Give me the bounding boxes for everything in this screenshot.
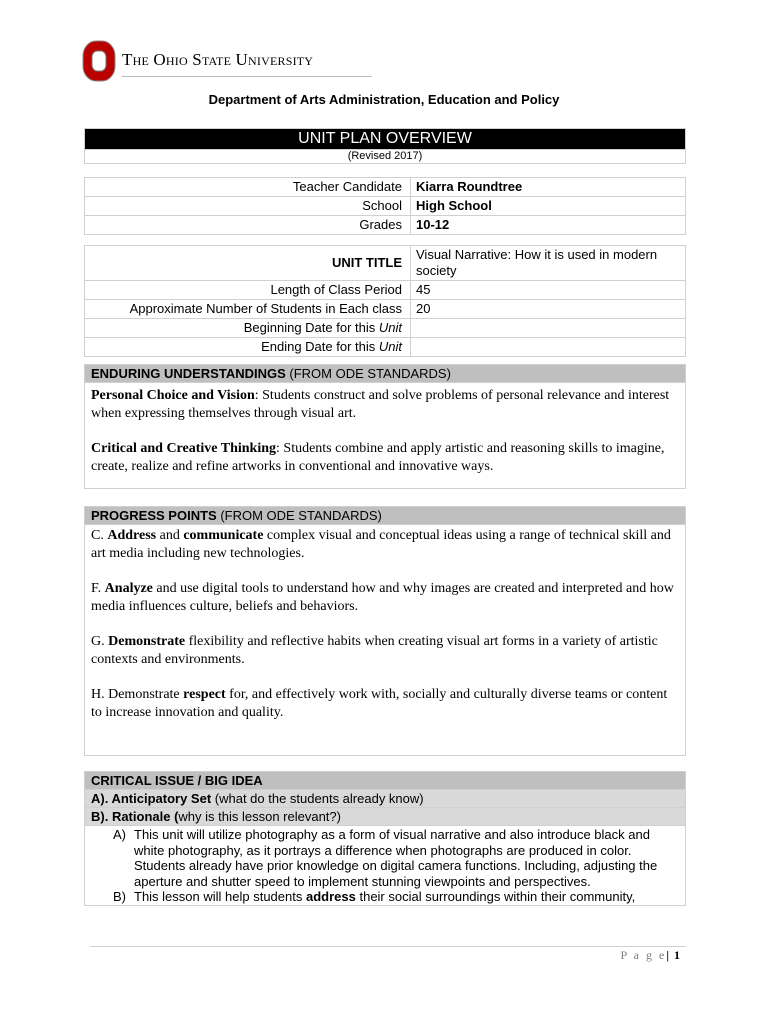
list-item: B) This lesson will help students address their social surroundings within their community,	[113, 889, 636, 904]
unit-plan-title: UNIT PLAN OVERVIEW	[85, 129, 686, 150]
unit-row	[85, 281, 686, 300]
enduring-item: Personal Choice and Vision: Students construct and solve problems of personal relevance and interest when expressing themselves through visual art.	[91, 388, 670, 421]
critical-issue-table	[84, 771, 686, 906]
unit-title-value: Visual Narrative: How it is used in modern society	[411, 246, 686, 281]
progress-item-h: H. Demonstrate respect for, and effectively work with, socially and culturally diverse teams or content to increase innovation and quality.	[91, 687, 668, 720]
department-title: Department of Arts Administration, Education and Policy	[208, 92, 560, 107]
list-item: A) This unit will utilize photography as a form of visual narrative and also introduce black and white photography, as it portrays a difference when photographs are produced in color. Students already have prior knowledge on digital camera functions. Including, adjusting the aperture and shutter speed to implement stunning viewpoints and perspectives.	[113, 827, 658, 889]
begin-date-label: Beginning Date for this Unit	[85, 319, 411, 338]
page-footer: P a g e| 1	[620, 948, 680, 962]
rationale-heading: B). Rationale (why is this lesson relevant?)	[85, 808, 686, 826]
info-label: Grades	[85, 216, 411, 235]
progress-body	[85, 525, 686, 756]
info-row	[85, 216, 686, 235]
class-length-value: 45	[411, 281, 686, 300]
block-o-icon	[82, 40, 116, 82]
unit-details-table	[84, 245, 686, 357]
progress-item-f: F. Analyze and use digital tools to understand how and why images are created and interpreted and how media influences culture, beliefs and behaviors.	[91, 581, 674, 614]
info-value: Kiarra Roundtree	[411, 178, 686, 197]
students-value: 20	[411, 300, 686, 319]
info-label: School	[85, 197, 411, 216]
end-date-label: Ending Date for this Unit	[85, 338, 411, 357]
university-name: The Ohio State University	[122, 50, 314, 69]
title-table	[84, 128, 686, 164]
begin-date-value	[411, 319, 686, 338]
enduring-heading: ENDURING UNDERSTANDINGS (FROM ODE STANDARDS)	[85, 365, 686, 383]
enduring-understandings-table	[84, 364, 686, 489]
unit-title-row	[85, 246, 686, 281]
progress-points-table	[84, 506, 686, 756]
page-number: 1	[674, 948, 680, 962]
info-value: High School	[411, 197, 686, 216]
info-label: Teacher Candidate	[85, 178, 411, 197]
info-row	[85, 197, 686, 216]
university-logo	[82, 40, 342, 86]
critical-heading: CRITICAL ISSUE / BIG IDEA	[85, 772, 686, 790]
enduring-body	[85, 383, 686, 489]
revised-note: (Revised 2017)	[85, 150, 686, 164]
unit-row	[85, 319, 686, 338]
footer-divider	[90, 946, 686, 947]
unit-title-label: UNIT TITLE	[85, 246, 411, 281]
candidate-info-table	[84, 177, 686, 235]
end-date-value	[411, 338, 686, 357]
unit-row	[85, 300, 686, 319]
info-row	[85, 178, 686, 197]
progress-heading: PROGRESS POINTS (FROM ODE STANDARDS)	[85, 507, 686, 525]
class-length-label: Length of Class Period	[85, 281, 411, 300]
info-value: 10-12	[411, 216, 686, 235]
rationale-list	[85, 826, 686, 906]
anticipatory-set-heading: A). Anticipatory Set (what do the students already know)	[85, 790, 686, 808]
students-label: Approximate Number of Students in Each class	[85, 300, 411, 319]
unit-row	[85, 338, 686, 357]
progress-item-g: G. Demonstrate flexibility and reflective habits when creating visual art forms in a variety of artistic contexts and environments.	[91, 634, 658, 667]
enduring-item: Critical and Creative Thinking: Students combine and apply artistic and reasoning skills to imagine, create, realize and refine artworks in conventional and innovative ways.	[91, 441, 665, 474]
progress-item-c: C. Address and communicate complex visual and conceptual ideas using a range of technical skill and art media including new technologies.	[91, 528, 671, 561]
logo-divider	[122, 76, 372, 77]
